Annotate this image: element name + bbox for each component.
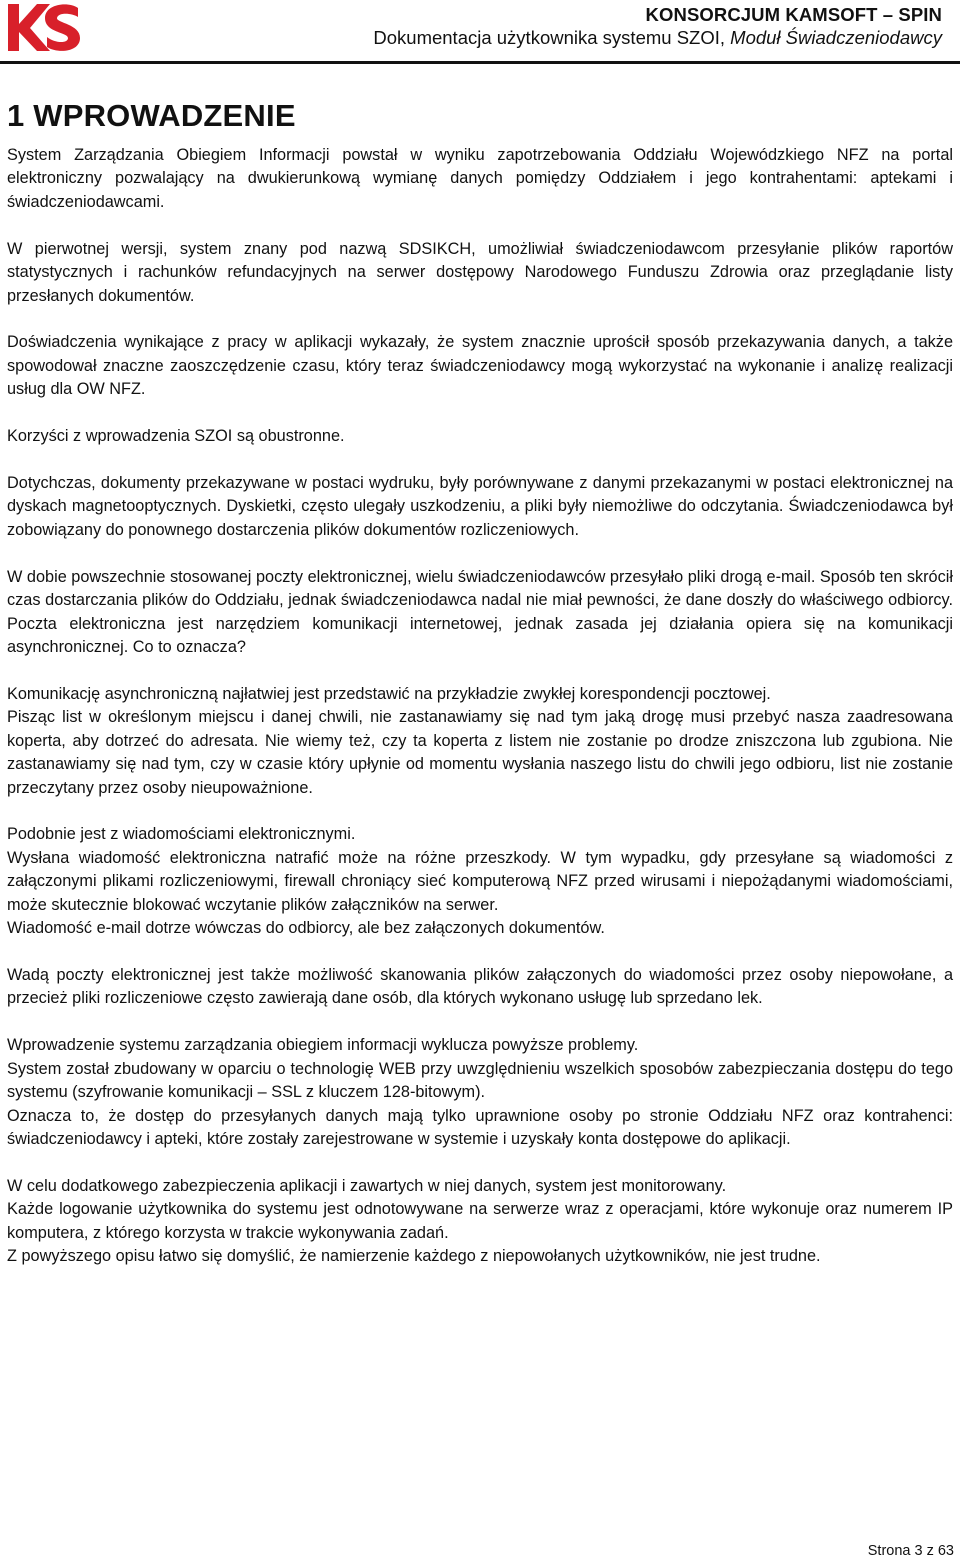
company-logo <box>6 2 82 54</box>
paragraph-previously: Dotychczas, dokumenty przekazywane w postaci wydruku, były porównywane z danymi przekazanymi w postaci elektronicznej na dyskach magnetooptycznych. Dyskietki, często ulegały uszkodzeniu, a pliki były niemożliwe do odczytania. Świadczeniodawca był zobowiązany do ponownego dostarczenia plików dokumentów rozliczeniowych. <box>7 474 953 539</box>
document-body <box>7 96 953 1268</box>
paragraph-similar: Podobnie jest z wiadomościami elektronicznymi. <box>7 825 356 844</box>
company-name: KONSORCJUM KAMSOFT – SPIN <box>645 4 942 25</box>
page-number: Strona 3 z 63 <box>867 1543 954 1559</box>
paragraph-obstacles: Wysłana wiadomość elektroniczna natrafić może na różne przeszkody. W tym wypadku, gdy przesyłane są wiadomości z załączonymi plikami rozliczeniowymi, firewall chroniący sieć komputerową NFZ przed wirusami i niepożądanymi wiadomościami, może skutecznie blokować wczytanie plików załączników na serwer. <box>7 848 953 914</box>
paragraph-conclusion: Z powyższego opisu łatwo się domyślić, że namierzenie każdego z niepowołanych użytkowników, nie jest trudne. <box>7 1247 821 1266</box>
paragraph-intro: System Zarządzania Obiegiem Informacji powstał w wyniku zapotrzebowania Oddziału Wojewódzkiego NFZ na portal elektroniczny pozwalający na dwukierunkową wymianę danych pomiędzy Oddziałem i jego kontrahentami: aptekami i świadczeniodawcami. <box>7 146 953 211</box>
paragraph-access: Oznacza to, że dostęp do przesyłanych danych mają tylko uprawnione osoby po stronie Oddziału NFZ oraz kontrahenci: świadczeniodawcy i apteki, które zostały zarejestrowane w systemie i uzyskały konta dostępowe do aplikacji. <box>7 1106 953 1148</box>
paragraph-monitoring: W celu dodatkowego zabezpieczenia aplikacji i zawartych w niej danych, system jest monitorowany. <box>7 1176 727 1195</box>
paragraph-no-attachments: Wiadomość e-mail dotrze wówczas do odbiorcy, ale bez załączonych dokumentów. <box>7 919 605 938</box>
document-title <box>373 26 942 50</box>
paragraph-benefits: Korzyści z wprowadzenia SZOI są obustronne. <box>7 427 345 446</box>
paragraph-letter: Pisząc list w określonym miejscu i danej chwili, nie zastanawiamy się nad tym jaką drogę musi przebyć nasza zaadresowana koperta, aby dotrzeć do adresata. Nie wiemy też, czy ta koperta z listem nie zostanie po drodze zniszczona lub zgubiona. Nie zastanawiamy się nad tym, czy w czasie który upłynie od momentu wysłania naszego listu do chwili jego odbioru, list nie zostanie przeczytany przez osoby nieupoważnione. <box>7 708 953 797</box>
paragraph-logging: Każde logowanie użytkownika do systemu jest odnotowywane na serwerze wraz z operacjami, które wykonuje oraz numerem IP komputera, z którego korzysta w trakcie wykonywania zadań. <box>7 1200 953 1242</box>
paragraph-async: Komunikację asynchroniczną najłatwiej jest przedstawić na przykładzie zwykłej korespondencji pocztowej. <box>7 684 771 703</box>
paragraph-web: System został zbudowany w oparciu o technologię WEB przy uwzględnieniu wszelkich sposobów zabezpieczania dostępu do tego systemu (szyfrowanie komunikacji – SSL z kluczem 128-bitowym). <box>7 1059 953 1102</box>
paragraph-scanning: Wadą poczty elektronicznej jest także możliwość skanowania plików załączonych do wiadomości przez osoby niepowołane, a przecież pliki rozliczeniowe często zawierają dane osób, dla których wykonano usługę lub sprzedano lek. <box>7 965 953 1008</box>
paragraph-sdsikch: W pierwotnej wersji, system znany pod nazwą SDSIKCH, umożliwiał świadczeniodawcom przesyłanie plików raportów statystycznych i rachunków refundacyjnych na serwer dostępowy Narodowego Funduszu Zdrowia oraz przeglądanie listy przesłanych dokumentów. <box>7 239 953 305</box>
paragraph-experience: Doświadczenia wynikające z pracy w aplikacji wykazały, że system znacznie uprościł sposób przekazywania danych, a także spowodował znaczne zaoszczędzenie czasu, który teraz świadczeniodawcy mogą wykorzystać na wykonanie i analizę realizacji usług dla OW NFZ. <box>7 333 953 399</box>
paragraph-email: W dobie powszechnie stosowanej poczty elektronicznej, wielu świadczeniodawców przesyłało pliki drogą e-mail. Sposób ten skrócił czas dostarczania plików do Oddziału, jednak świadczeniodawca nadal nie miał pewności, że dane doszły do właściwego odbiorcy. Poczta elektroniczna jest narzędziem komunikacji internetowej, jednak zasada jej działania opiera się na komunikacji asynchronicznej. Co to oznacza? <box>7 567 953 656</box>
document-header <box>373 4 942 50</box>
document-title-module: Moduł Świadczeniodawcy <box>730 27 942 48</box>
paragraph-solution: Wprowadzenie systemu zarządzania obiegiem informacji wyklucza powyższe problemy. <box>7 1036 639 1055</box>
section-heading: 1 WPROWADZENIE <box>7 98 296 133</box>
header-divider <box>0 61 960 64</box>
document-title-prefix: Dokumentacja użytkownika systemu SZOI, <box>373 27 731 48</box>
